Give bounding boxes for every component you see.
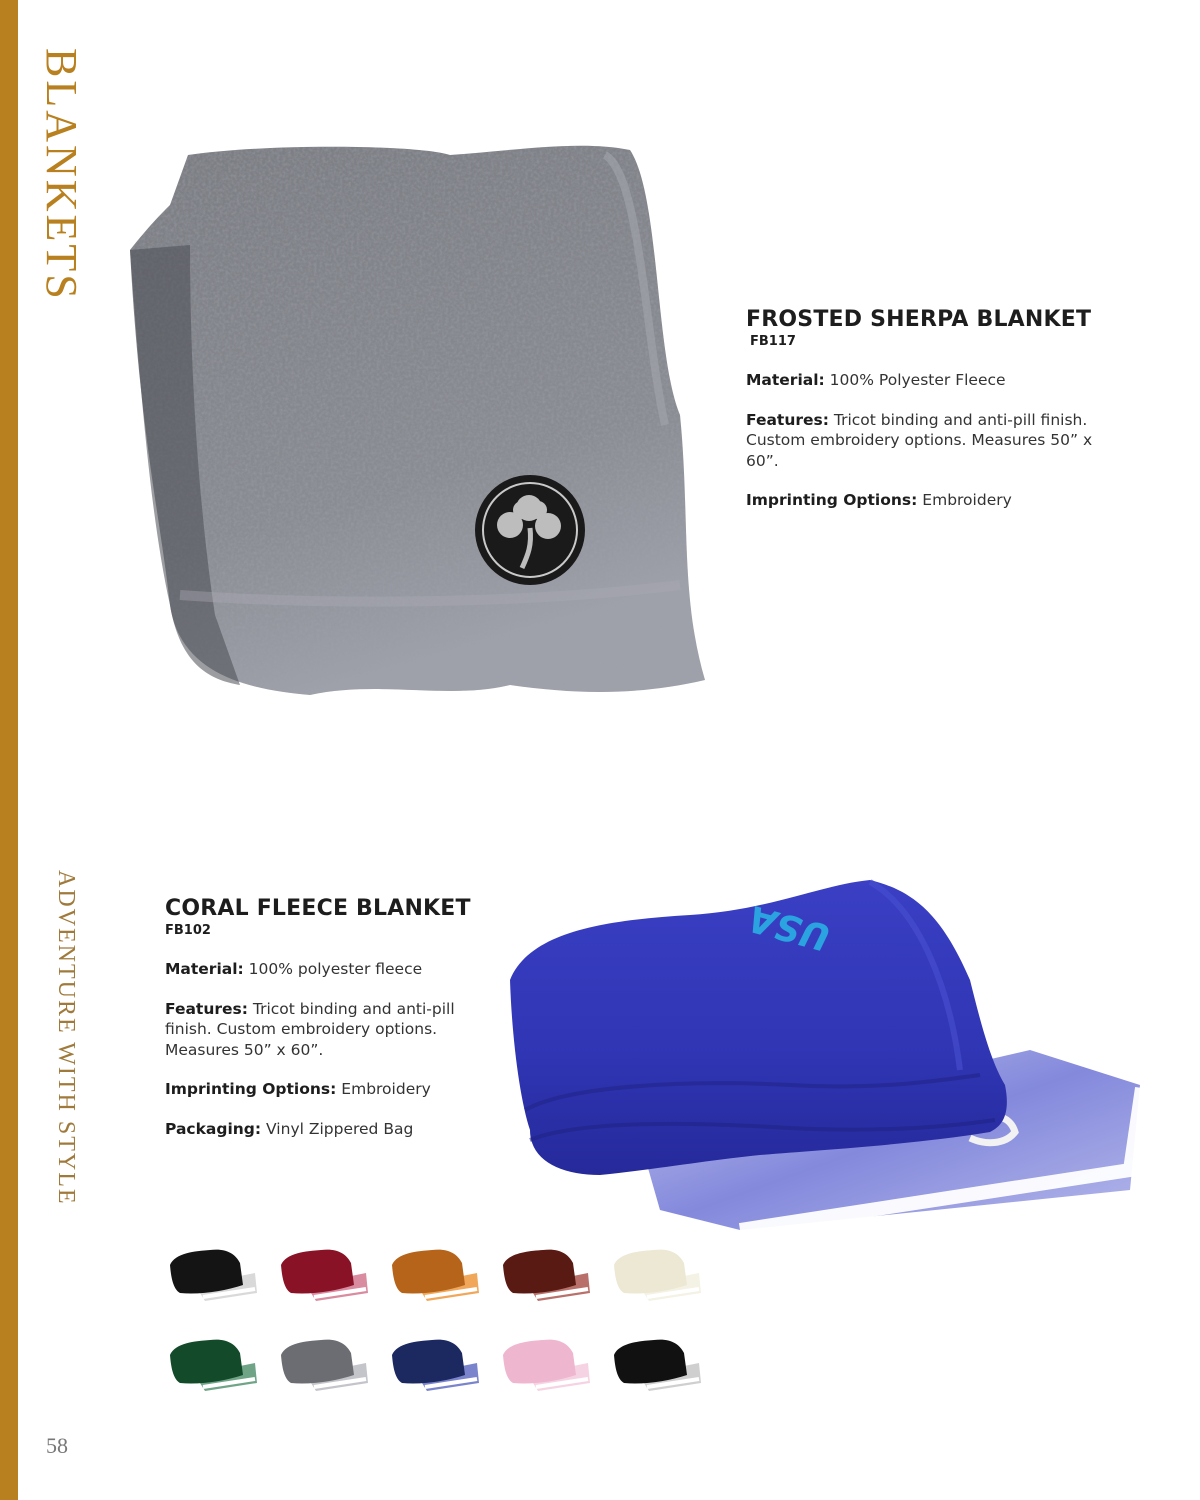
spec-imprinting <box>165 1079 505 1100</box>
spec-imprinting <box>746 490 1106 511</box>
spec-value: 100% Polyester Fleece <box>829 371 1006 389</box>
spec-material <box>746 370 1106 391</box>
usa-logo-text: USA <box>743 896 835 958</box>
shamrock-patch <box>475 475 585 585</box>
swatch-orange[interactable] <box>387 1245 483 1305</box>
spec-value: Vinyl Zippered Bag <box>266 1119 414 1138</box>
spec-value: Tricot binding and anti-pill finish. Custom embroidery options. Measures 50” x 60”. <box>746 410 1093 470</box>
product-frosted-sherpa <box>746 307 1106 530</box>
color-swatches <box>165 1245 725 1405</box>
swatch-cream[interactable] <box>609 1245 705 1305</box>
spec-value: Embroidery <box>922 491 1012 509</box>
swatch-navy[interactable] <box>387 1335 483 1395</box>
spec-label: Material: <box>746 371 825 389</box>
product-sku: FB117 <box>750 334 796 349</box>
swatch-black-2[interactable] <box>609 1335 705 1395</box>
spec-label: Packaging: <box>165 1119 262 1138</box>
swatch-grey[interactable] <box>276 1335 372 1395</box>
spec-label: Imprinting Options: <box>746 491 918 509</box>
coral-fleece-blanket-image <box>490 870 1155 1230</box>
spec-label: Features: <box>746 410 829 429</box>
spec-features <box>746 410 1106 472</box>
section-subtitle: ADVENTURE WITH STYLE <box>53 870 79 1206</box>
swatch-forest-green[interactable] <box>165 1335 261 1395</box>
product-sku: FB102 <box>165 923 211 938</box>
swatch-black[interactable] <box>165 1245 261 1305</box>
accent-bar <box>0 0 18 1500</box>
spec-label: Material: <box>165 960 244 978</box>
page-number: 58 <box>46 1433 68 1458</box>
spec-value: 100% polyester fleece <box>248 960 423 978</box>
spec-packaging <box>165 1119 505 1140</box>
section-title: BLANKETS <box>37 48 86 302</box>
sherpa-blanket-image <box>120 135 720 715</box>
product-title: FROSTED SHERPA BLANKET <box>746 307 1092 332</box>
spec-label: Features: <box>165 999 248 1018</box>
swatch-burgundy[interactable] <box>276 1245 372 1305</box>
spec-material <box>165 959 505 980</box>
product-coral-fleece <box>165 896 505 1158</box>
swatch-brown[interactable] <box>498 1245 594 1305</box>
product-title: CORAL FLEECE BLANKET <box>165 896 471 921</box>
spec-value: Tricot binding and anti-pill finish. Custom embroidery options. Measures 50” x 60”. <box>165 999 455 1059</box>
spec-value: Embroidery <box>341 1080 431 1098</box>
spec-label: Imprinting Options: <box>165 1080 337 1098</box>
swatch-pink[interactable] <box>498 1335 594 1395</box>
spec-features <box>165 999 505 1061</box>
